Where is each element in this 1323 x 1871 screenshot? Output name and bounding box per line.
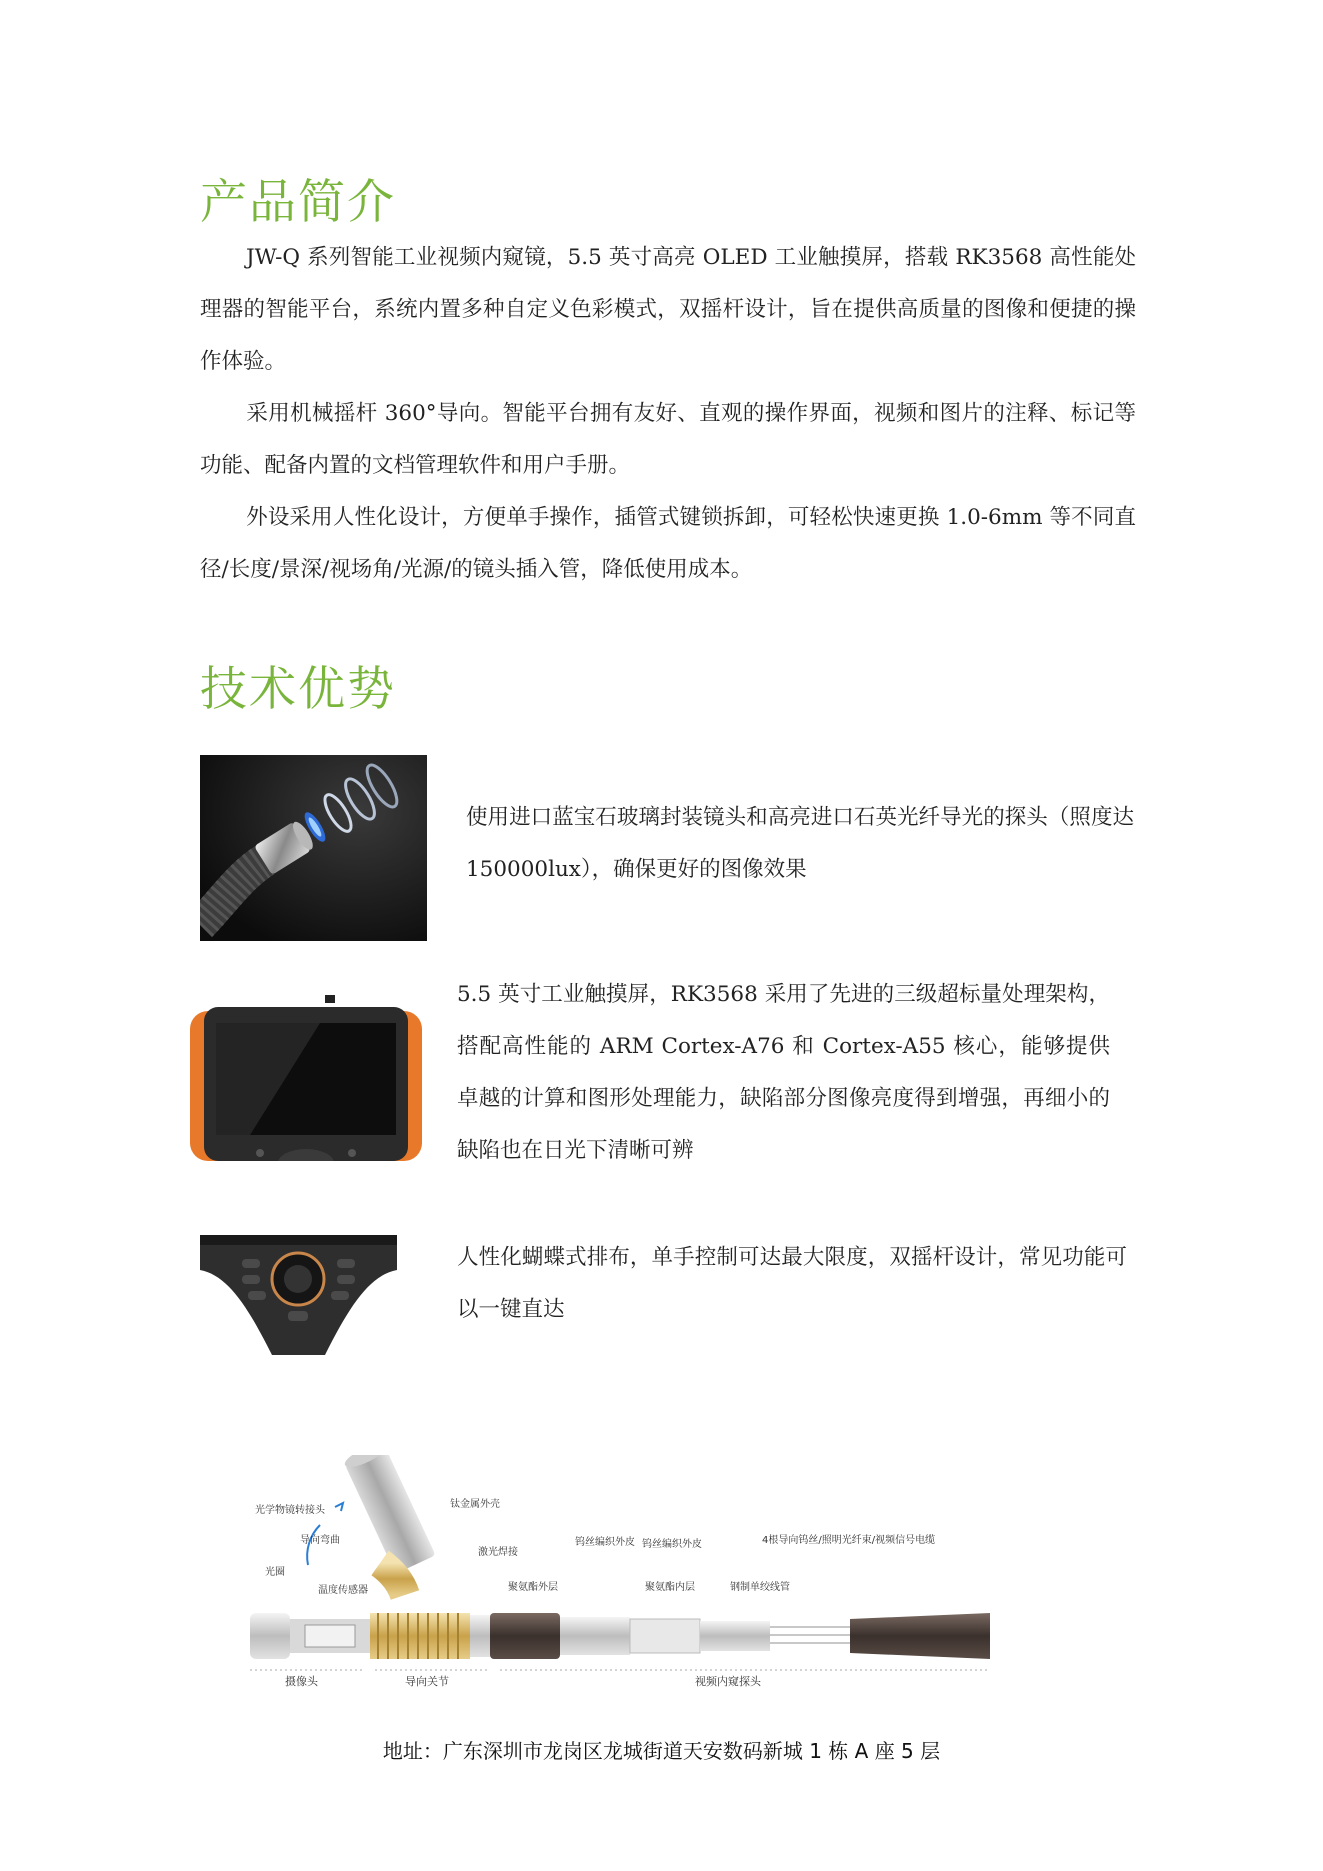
- label-titanium-shell: 钛金属外壳: [450, 1499, 500, 1510]
- label-tungsten-braid-1: 钨丝编织外皮: [575, 1537, 635, 1548]
- label-optical-adapter: 光学物镜转接头: [255, 1505, 325, 1516]
- label-temp-sensor: 温度传感器: [318, 1585, 368, 1596]
- probe-lens-image: [200, 755, 427, 941]
- label-camera: 摄像头: [285, 1675, 318, 1688]
- label-pu-outer: 聚氨酯外层: [508, 1582, 558, 1593]
- label-wires: 4根导向钨丝/照明光纤束/视频信号电缆: [762, 1535, 936, 1546]
- feature-text-2: 5.5 英寸工业触摸屏，RK3568 采用了先进的三级超标量处理架构，搭配高性能的 ARM Cortex-A76 和 Cortex-A55 核心，能够提供卓越的计算和图形处理能力，缺陷部分图像亮度得到增强，再细小的缺陷也在日光下清晰可辨: [457, 982, 1110, 1163]
- footer-address: 地址：广东深圳市龙岗区龙城街道天安数码新城 1 栋 A 座 5 层: [382, 1739, 941, 1763]
- label-pu-inner: 聚氨酯内层: [645, 1582, 695, 1593]
- intro-heading: 产品简介: [200, 175, 396, 230]
- probe-structure-diagram: [250, 1455, 1080, 1695]
- advantages-heading: 技术优势: [200, 662, 396, 717]
- label-guide-bend: 导向弯曲: [300, 1535, 340, 1546]
- intro-paragraph-3: 外设采用人性化设计，方便单手操作，插管式键锁拆卸，可轻松快速更换 1.0-6mm 等不同直径/长度/景深/视场角/光源/的镜头插入管，降低使用成本。: [200, 505, 1136, 582]
- intro-paragraph-2: 采用机械摇杆 360°导向。智能平台拥有友好、直观的操作界面，视频和图片的注释、标记等功能、配备内置的文档管理软件和用户手册。: [200, 401, 1136, 478]
- label-guide-joint: 导向关节: [405, 1675, 449, 1688]
- intro-paragraph-1: JW-Q 系列智能工业视频内窥镜，5.5 英寸高亮 OLED 工业触摸屏，搭载 RK3568 高性能处理器的智能平台，系统内置多种自定义色彩模式，双摇杆设计，旨在提供高质量的图像和便捷的操作体验。: [200, 245, 1136, 374]
- joystick-controls-image: [200, 1235, 397, 1355]
- label-tungsten-braid-2: 钨丝编织外皮: [642, 1539, 702, 1550]
- label-probe: 视频内窥探头: [695, 1675, 761, 1688]
- touchscreen-device-image: [190, 995, 422, 1161]
- feature-text-1: 使用进口蓝宝石玻璃封装镜头和高亮进口石英光纤导光的探头（照度达 150000lux），确保更好的图像效果: [466, 805, 1134, 882]
- label-steel-coil: 钢制单绞线管: [730, 1582, 790, 1593]
- feature-text-3: 人性化蝴蝶式排布，单手控制可达最大限度，双摇杆设计，常见功能可以一键直达: [457, 1245, 1127, 1322]
- label-aperture: 光圈: [265, 1567, 285, 1578]
- label-laser-weld: 激光焊接: [478, 1547, 518, 1558]
